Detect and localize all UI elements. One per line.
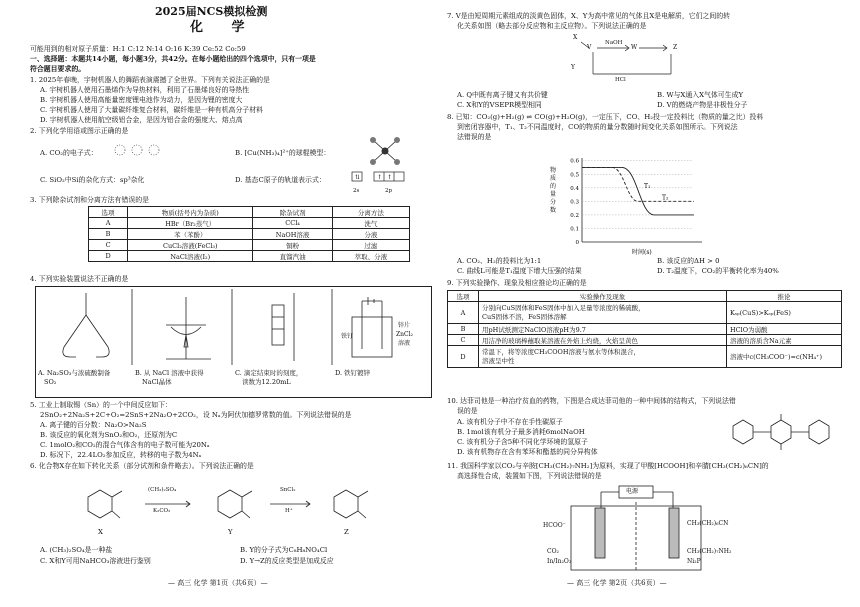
label-solution: 溶液 — [398, 340, 411, 347]
table-header-row — [89, 207, 410, 218]
node-w: W — [631, 44, 638, 51]
table-header-cell: 实验操作及现象 — [479, 291, 727, 302]
cell-line: 溶液呈中性 — [482, 356, 515, 365]
table-row — [89, 240, 410, 251]
table-header-row — [448, 291, 842, 302]
table-row — [89, 218, 410, 229]
table-cell: HClO为弱酸 — [727, 324, 842, 335]
table-row — [448, 324, 842, 335]
table-row — [448, 346, 842, 368]
q4-option-d: D. 铁钉镀锌 — [335, 369, 371, 377]
node-v: V — [587, 44, 592, 51]
reagent-h-plus: H⁺ — [285, 508, 293, 514]
y-axis-label-char: 物 — [550, 167, 557, 174]
q7-stem: 7. V是由短周期元素组成的淡黄色固体，X、Y为高中常见的气体且X是电解质，它们之间的转 — [447, 12, 731, 20]
cell-line: 常温下，将等浓度CH₃COOH溶液与氨水等体积混合， — [482, 347, 641, 356]
q2-option-a: A. CO₂的电子式： — [40, 149, 98, 157]
q11-stem-2: 高选择性合成，装置如下图，下列说法错误的是 — [457, 472, 602, 480]
q5-option-a: A. 离子键的百分数：Na₂O>Na₂S — [40, 421, 147, 429]
table-cell-multiline — [479, 302, 727, 324]
q11-stem: 11. 我国科学家以CO₂与辛胺[CH₃(CH₂)₇NH₂]为原料，实现了甲酸[HCOOH]和辛腈[CH₃(CH₂)₆CN]的 — [447, 462, 769, 470]
table-cell: Kₛₚ(CuS)>Kₛₚ(FeS) — [727, 302, 842, 324]
q6-stem: 6. 化合物X存在如下转化关系（部分试剂和条件略去）。下列说法正确的是 — [30, 462, 254, 470]
q11-electrolysis-cell — [551, 484, 731, 572]
page-footer-right: — 高三 化学 第2页（共6页）— — [567, 579, 667, 587]
series-label-t2: T₂ — [662, 194, 669, 202]
q4-option-c-2: 读数为12.20mL — [242, 378, 291, 386]
y-tick-label: 0.1 — [570, 226, 579, 233]
q10-option-d: D. 该有机物存在含有苯环和酯基的同分异构体 — [457, 448, 598, 456]
q6-option-c: C. X和Y可用NaHCO₃溶液进行鉴别 — [40, 557, 151, 565]
table-row — [89, 229, 410, 240]
table-cell: 苯（苯酚） — [128, 229, 253, 240]
q2-stem: 2. 下列化学用语或图示正确的是 — [30, 127, 129, 135]
reagent-k2co3: K₂CO₃ — [153, 508, 171, 514]
q9-stem: 9. 下列实验操作、现象及相应推论均正确的是 — [447, 279, 587, 287]
q4-option-c: C. 滴定结束时的刻度， — [235, 369, 303, 377]
table-cell: 洗气 — [332, 218, 409, 229]
series-line-t1 — [582, 167, 694, 214]
label-hcoo: HCOO⁻ — [543, 522, 566, 529]
q9-table — [447, 290, 842, 368]
q1-option-c: C. 宇树机器人使用了大量碳纤维复合材料，碳纤维是一种有机高分子材料 — [40, 106, 264, 114]
node-x: X — [573, 34, 578, 41]
q8-stem-2: 到密闭容器中，T₁、T₂不同温度时，CO的物质的量分数随时间变化关系如图所示。下列说法 — [457, 123, 738, 131]
q7-option-c: C. X和Y的VSEPR模型相同 — [457, 101, 542, 109]
table-cell-multiline — [479, 346, 727, 368]
label-in-in2o3: In/In₂O₃ — [547, 558, 572, 565]
table-cell: CCl₄ — [253, 218, 332, 229]
compound-x-label: X — [98, 528, 103, 536]
q6-option-b: B. Y的分子式为C₈H₈NO₄Cl — [240, 546, 328, 554]
table-cell: HBr（Br₂蒸气） — [128, 218, 253, 229]
q5-stem: 5. 工业上制取锡（Sn）的一个中间反应如下： — [30, 401, 172, 409]
table-cell: 用洁净的玻璃棒蘸取某溶液在外焰上灼烧，火焰呈黄色 — [479, 335, 727, 346]
q2-option-c: C. SiO₂中Si的杂化方式：sp³杂化 — [40, 176, 145, 184]
label-amine: CH₃(CH₂)₇NH₂ — [687, 548, 732, 555]
q1-option-d: D. 宇树机器人使用航空级铝合金，是因为铝合金的强度大、熔点高 — [40, 116, 243, 124]
q5-equation: 2SnO₂+2Na₂S+2C+O₂=2SnS+2Na₂O+2CO₂，设 Nₐ为阿伏加德罗常数的值。下列说法错误的是 — [40, 411, 352, 419]
table-header-cell: 分离方法 — [332, 207, 409, 218]
y-axis-label-char: 量 — [550, 191, 557, 198]
label-power-source: 电源 — [626, 488, 639, 495]
q1-stem: 1. 2025年春晚，宇树机器人的舞蹈表演震撼了全世界。下列有关说法正确的是 — [30, 76, 270, 84]
reagent-sncl2: SnCl₂ — [280, 487, 296, 493]
label-iron-nail: 铁钉 — [341, 333, 354, 340]
y-tick-label: 0.4 — [570, 185, 579, 192]
label-zncl2: ZnCl₂ — [396, 331, 413, 338]
q6-option-d: D. Y→Z的反应类型是加成反应 — [240, 557, 334, 565]
q4-option-b: B. 从 NaCl 溶液中获得 — [135, 369, 204, 377]
label-nitrile: CH₃(CH₂)₆CN — [687, 520, 729, 527]
table-cell: CuCl₂溶液(FeCl₃) — [128, 240, 253, 251]
section1-instructions: 一、选择题：本题共14小题，每小题3分，共42分。在每小题给出的四个选项中，只有一项是 — [30, 55, 316, 63]
q7-stem-2: 化关系如图（略去部分反应物和主反应物）。下列说法正确的是 — [457, 22, 647, 30]
table-cell: A — [448, 302, 479, 324]
q5-option-c: C. 1molO₂和CO₂的混合气体含有的电子数可能为20Nₐ — [40, 441, 210, 449]
q10-stem-2: 误的是 — [457, 407, 478, 415]
y-tick-label: 0 — [575, 240, 579, 246]
reagent-naoh: NaOH — [605, 40, 623, 46]
page-footer-left: — 高三 化学 第1页（共6页）— — [168, 579, 268, 587]
y-axis-label-char: 数 — [550, 207, 557, 214]
y-axis-label-char: 的 — [550, 183, 557, 190]
cell-line: 分别向CuS固体和FeS固体中加入足量等浓度的稀硫酸， — [482, 303, 645, 312]
y-tick-label: 0.2 — [570, 212, 579, 219]
q5-option-d: D. 标况下，22.4LO₂参加反应，转移的电子数为4Nₐ — [40, 451, 202, 459]
q10-structure-drawing — [729, 412, 839, 452]
label-co2: CO₂ — [547, 548, 559, 555]
y-tick-label: 0.5 — [570, 172, 579, 179]
table-cell: 过滤 — [332, 240, 409, 251]
reagent-dimethyl-sulfate: (CH₃)₂SO₄ — [148, 487, 177, 493]
q10-option-a: A. 该有机分子中不存在手性碳原子 — [457, 418, 563, 426]
label-zinc-sheet: 锌片 — [398, 322, 411, 329]
table-cell: B — [89, 229, 128, 240]
q7-option-d: D. V的燃烧产物是非极性分子 — [657, 101, 748, 109]
series-label-t1: T₁ — [644, 182, 651, 190]
compound-y-label: Y — [228, 528, 233, 536]
q10-option-c: C. 该有机分子含5种不同化学环境的氢原子 — [457, 438, 588, 446]
atomic-masses: 可能用到的相对原子质量：H:1 C:12 N:14 O:16 K:39 Ce:52 Co:59 — [30, 45, 246, 53]
q4-option-b-2: NaCl晶体 — [142, 378, 172, 386]
compound-z-label: Z — [344, 528, 349, 536]
q8-line-chart — [542, 150, 722, 256]
q4-option-a: A. Na₂SO₃与浓硫酸制备 — [38, 369, 111, 377]
q8-option-b: B. 该反应的ΔH > 0 — [657, 257, 720, 265]
subject-title: 化 学 — [190, 20, 257, 35]
q8-stem: 8. 已知：CO₂(g)+H₂(g) ⇌ CO(g)+H₂O(g)，一定压下，CO、H₂投一定投料比（物质的量之比）投料 — [447, 113, 764, 121]
q7-option-b: B. W与X通入X气体可生成Y — [657, 91, 744, 99]
table-cell: 萃取、分液 — [332, 251, 409, 262]
table-cell: NaCl溶液(I₂) — [128, 251, 253, 262]
y-axis-label-char: 分 — [550, 199, 557, 206]
table-cell: NaOH溶液 — [253, 229, 332, 240]
ball-stick-model — [365, 132, 405, 170]
table-header-cell: 除杂试剂 — [253, 207, 332, 218]
table-cell: D — [89, 251, 128, 262]
node-z: Z — [673, 44, 678, 51]
q5-option-b: B. 该反应的氧化剂为SnO₂和O₂，还原剂为C — [40, 431, 178, 439]
table-header-cell: 选项 — [448, 291, 479, 302]
q4-apparatus-drawings — [36, 287, 429, 365]
y-axis-label-char: 质 — [550, 175, 557, 182]
series-line-t2 — [582, 167, 694, 201]
q7-option-a: A. Q中既有离子键又有共价键 — [457, 91, 548, 99]
q4-stem: 4. 下列实验装置说法不正确的是 — [30, 275, 129, 283]
table-cell: C — [448, 335, 479, 346]
q3-stem: 3. 下列除杂试剂和分离方法有错误的是 — [30, 196, 150, 204]
q8-option-d: D. T₂温度下，CO₂的平衡转化率为40% — [657, 267, 779, 275]
table-row — [448, 302, 842, 324]
q8-stem-3: 法错误的是 — [457, 133, 492, 141]
table-header-cell: 选项 — [89, 207, 128, 218]
cell-line: CuS固体不溶，FeS固体溶解 — [482, 312, 567, 321]
table-cell: B — [448, 324, 479, 335]
q1-option-b: B. 宇树机器人使用高能量密度锂电池作为动力，是因为锂的密度大 — [40, 96, 243, 104]
reagent-hcl: HCl — [615, 77, 626, 83]
q8-option-c: C. 曲线L可能是T₁温度下增大压强的结果 — [457, 267, 582, 275]
orbital-label-2p: 2p — [385, 188, 393, 194]
q10-stem: 10. 达菲司他是一种治疗贫血的药物，下图是合成达菲司他的一种中间体的结构式，下列说法错 — [447, 397, 736, 405]
co2-electron-formula — [112, 141, 162, 159]
table-cell: C — [89, 240, 128, 251]
q8-option-a: A. CO₂、H₂的投料比为1:1 — [457, 257, 542, 265]
orbital-label-2s: 2s — [353, 188, 360, 194]
y-tick-label: 0.3 — [570, 199, 579, 206]
table-row — [89, 251, 410, 262]
exam-title: 2025届NCS模拟检测 — [155, 5, 268, 18]
table-header-cell: 推论 — [727, 291, 842, 302]
table-header-cell: 物质(括号内为杂质) — [128, 207, 253, 218]
table-cell: 分液 — [332, 229, 409, 240]
table-cell: 用pH试纸测定NaClO溶液pH为9.7 — [479, 324, 727, 335]
svg-text:⇅: ⇅ — [355, 174, 361, 181]
svg-text:↑: ↑ — [377, 174, 383, 181]
table-row — [448, 335, 842, 346]
label-ni2p: Ni₂P — [687, 558, 701, 565]
q2-option-b: B. [Cu(NH₃)₄]²⁺的球棍模型： — [235, 149, 331, 157]
q1-option-a: A. 宇树机器人使用石墨烯作为导热材料，利用了石墨烯良好的导热性 — [40, 86, 250, 94]
node-y: Y — [571, 64, 575, 71]
section1-instructions-2: 符合题目要求的。 — [30, 65, 86, 73]
q10-option-b: B. 1mol该有机分子最多消耗6molNaOH — [457, 428, 585, 436]
y-tick-label: 0.6 — [570, 158, 579, 165]
q6-option-a: A. (CH₃)₂SO₄是一种盐 — [40, 546, 113, 554]
table-cell: 直馏汽油 — [253, 251, 332, 262]
table-cell: 溶液的溶质含Na元素 — [727, 335, 842, 346]
table-cell: 铜粉 — [253, 240, 332, 251]
table-cell: A — [89, 218, 128, 229]
q4-option-a-2: SO₂ — [44, 378, 57, 386]
q2-option-d: D. 基态C原子的轨道表示式： — [235, 176, 326, 184]
svg-text:↑: ↑ — [387, 174, 393, 181]
q7-conversion-diagram — [567, 34, 697, 86]
table-cell: 溶液中c(CH₃COO⁻)=c(NH₄⁺) — [727, 346, 842, 368]
q3-table — [88, 206, 410, 262]
table-cell: D — [448, 346, 479, 368]
x-axis-label: 时间(s) — [632, 249, 652, 256]
